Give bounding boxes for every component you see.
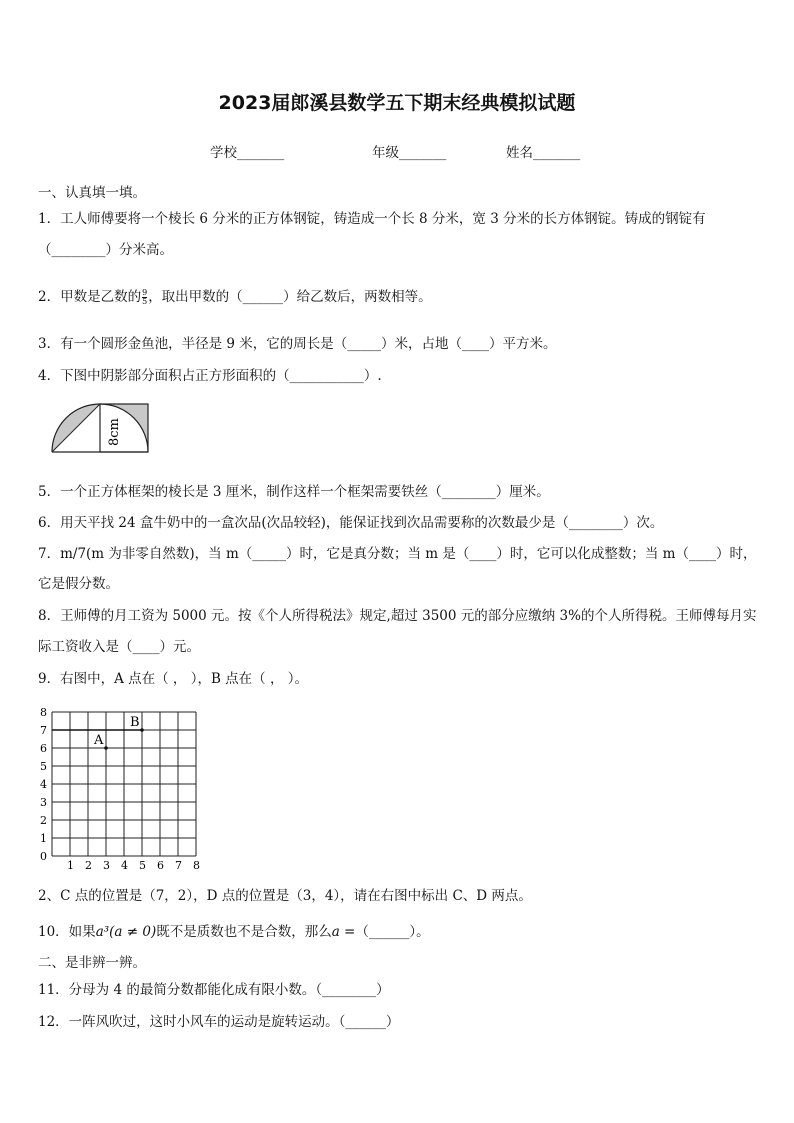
- x-tick-label: 2: [85, 859, 92, 870]
- x-tick-label: 3: [103, 859, 110, 870]
- question-7-line1: 7．m/7(m 为非零自然数)，当 m（_____）时，它是真分数；当 m 是（____）时，它可以化成整数；当 m（____）时，: [38, 546, 757, 562]
- y-tick-label: 8: [40, 706, 47, 719]
- x-tick-label: 4: [121, 859, 128, 870]
- question-10-before: 10．如果: [38, 924, 96, 940]
- y-tick-label: 4: [40, 778, 47, 791]
- y-tick-label: 3: [40, 796, 47, 809]
- question-1-line1: 1．工人师傅要将一个棱长 6 分米的正方体钢锭，铸造成一个长 8 分米，宽 3 分米的长方体钢锭。铸成的钢锭有: [38, 211, 706, 227]
- question-6: 6．用天平找 24 盒牛奶中的一盒次品(次品较轻)，能保证找到次品需要称的次数最少是（________）次。: [38, 515, 664, 531]
- grade-field: 年级_______: [372, 145, 447, 161]
- question-9-part2: 2、C 点的位置是（7，2），D 点的位置是（3，4），请在右图中标出 C、D 两点。: [38, 888, 532, 904]
- y-tick-label: 5: [40, 760, 47, 773]
- y-tick-label: 7: [40, 724, 47, 737]
- point-label: A: [94, 733, 104, 748]
- school-field: 学校_______: [210, 145, 285, 161]
- question-4: 4．下图中阴影部分面积占正方形面积的（___________）.: [38, 368, 382, 384]
- x-tick-label: 5: [139, 859, 146, 870]
- x-tick-label: 8: [193, 859, 200, 870]
- figure-label: 8cm: [107, 418, 122, 446]
- x-tick-label: 1: [67, 859, 74, 870]
- fraction-numerator: 9: [142, 288, 148, 297]
- x-tick-label: 6: [157, 859, 164, 870]
- question-7-line2: 它是假分数。: [38, 576, 119, 592]
- question-11: 11．分母为 4 的最简分数都能化成有限小数。（________）: [38, 982, 390, 998]
- question-8-line1: 8．王师傅的月工资为 5000 元。按《个人所得税法》规定,超过 3500 元的部分应缴纳 3%的个人所得税。王师傅每月实: [38, 608, 757, 624]
- fraction: [142, 289, 147, 306]
- point-marker: [104, 746, 108, 750]
- y-tick-label: 0: [40, 850, 47, 863]
- point-marker: [140, 728, 144, 732]
- y-tick-label: 2: [40, 814, 47, 827]
- page-title: 2023届郎溪县数学五下期末经典模拟试题: [218, 92, 576, 114]
- math-expression-2: a =: [331, 924, 356, 940]
- question-10-after: （______）。: [355, 924, 430, 940]
- section-heading-2: 二、是非辨一辨。: [38, 955, 146, 971]
- fraction-denominator: 5: [142, 297, 148, 306]
- section-heading-1: 一、认真填一填。: [38, 185, 146, 201]
- question-1-line2: （________）分米高。: [38, 242, 173, 258]
- question-10-middle: 既不是质数也不是合数，那么: [156, 924, 332, 940]
- question-8-line2: 际工资收入是（____）元。: [38, 639, 200, 655]
- name-field: 姓名_______: [506, 145, 581, 161]
- question-10: [38, 920, 430, 940]
- y-tick-label: 1: [40, 832, 47, 845]
- q4-figure: [44, 400, 154, 456]
- coordinate-grid: [36, 696, 208, 870]
- question-2-before: 2．甲数是乙数的: [38, 289, 142, 305]
- question-5: 5．一个正方体框架的棱长是 3 厘米，制作这样一个框架需要铁丝（________）厘米。: [38, 484, 550, 500]
- math-expression: a³(a ≠ 0): [95, 924, 157, 940]
- point-label: B: [130, 715, 140, 730]
- question-3: 3．有一个圆形金鱼池，半径是 9 米，它的周长是（_____）米，占地（____）平方米。: [38, 336, 557, 352]
- question-9: 9．右图中，A 点在（ ， ），B 点在（ ， ）。: [38, 671, 309, 687]
- x-tick-label: 7: [175, 859, 182, 870]
- question-2: [38, 285, 432, 306]
- question-2-after: ，取出甲数的（______）给乙数后，两数相等。: [148, 289, 432, 305]
- y-tick-label: 6: [40, 742, 47, 755]
- question-12: 12．一阵风吹过，这时小风车的运动是旋转运动。（______）: [38, 1014, 400, 1030]
